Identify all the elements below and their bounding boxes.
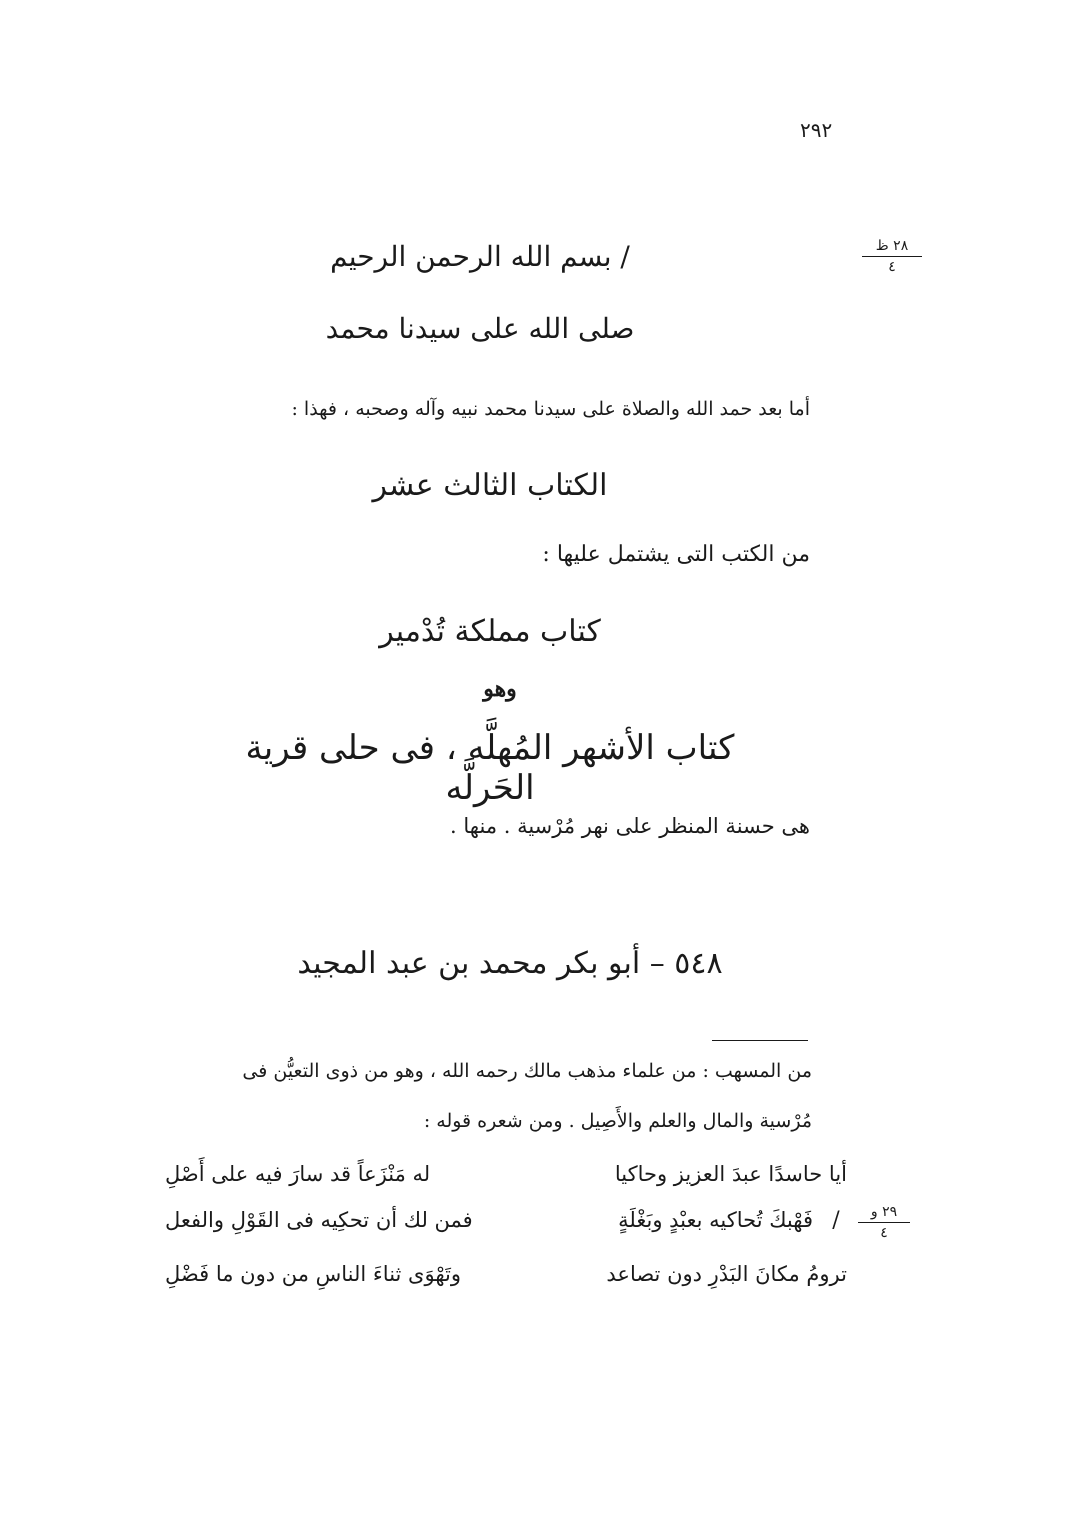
verse-second-hemistich: وتَهْوَى ثناءَ الناسِ من دون ما فَضْلِ [165,1262,462,1286]
folio-marker-top [862,238,922,275]
intro-line: أما بعد حمد الله والصلاة على سيدنا محمد نبيه وآله وصحبه ، فهذا : [291,398,810,420]
verse-line [165,1262,847,1302]
verse-line [165,1208,847,1248]
verse-line [165,1162,847,1202]
folio-numerator: ٢٨ ظ [875,238,909,254]
folio-denominator: ٤ [862,256,922,275]
source-text-line-2: مُرْسية والمال والعلم والأَصِيل . ومن شعره قوله : [423,1110,812,1132]
description-line: هى حسنة المنظر على نهر مُرْسية . منها . [450,814,810,838]
basmala: / بسم الله الرحمن الرحيم [330,240,630,273]
verse-first-hemistich: ترومُ مكانَ البَدْرِ دون تصاعد [606,1262,847,1286]
verse-first-hemistich: أيا حاسدًا عبدَ العزيز وحاكيا [614,1162,847,1186]
books-included-line: من الكتب التى يشتمل عليها : [542,542,810,567]
section-title-ashhur: كتاب الأشهر المُهلَّه ، فى حلى قرية الحَرلَّه [245,728,735,808]
connector-word: وهو [483,676,517,702]
divider-rule [712,1040,808,1041]
folio-marker-middle [858,1204,910,1241]
folio-numerator: ٢٩ و [870,1204,898,1220]
page-number: ٢٩٢ [800,118,833,142]
verse-second-hemistich: له مَنْزَعاً قد سارَ فيه على أَصْلِ [165,1162,431,1186]
book-title: الكتاب الثالث عشر [372,468,608,503]
source-text-line-1: من المسهب : من علماء مذهب مالك رحمه الله ، وهو من ذوى التعيُّن فى [242,1060,812,1082]
verse-second-hemistich: فمن لك أن تحكِيه فى القَوْلِ والفعل [165,1208,473,1232]
verse-first-hemistich: فَهْبكَ تُحاكيه بعبْدٍ وبَغْلَةٍ [618,1208,813,1232]
section-title-mamlaka: كتاب مملكة تُدْمير [379,614,601,649]
salawat-line: صلى الله على سيدنا محمد [325,312,635,345]
folio-denominator: ٤ [858,1222,910,1241]
entry-heading: ٥٤٨ – أبو بكر محمد بن عبد المجيد [297,946,723,981]
folio-break-slash: / [832,1208,840,1233]
